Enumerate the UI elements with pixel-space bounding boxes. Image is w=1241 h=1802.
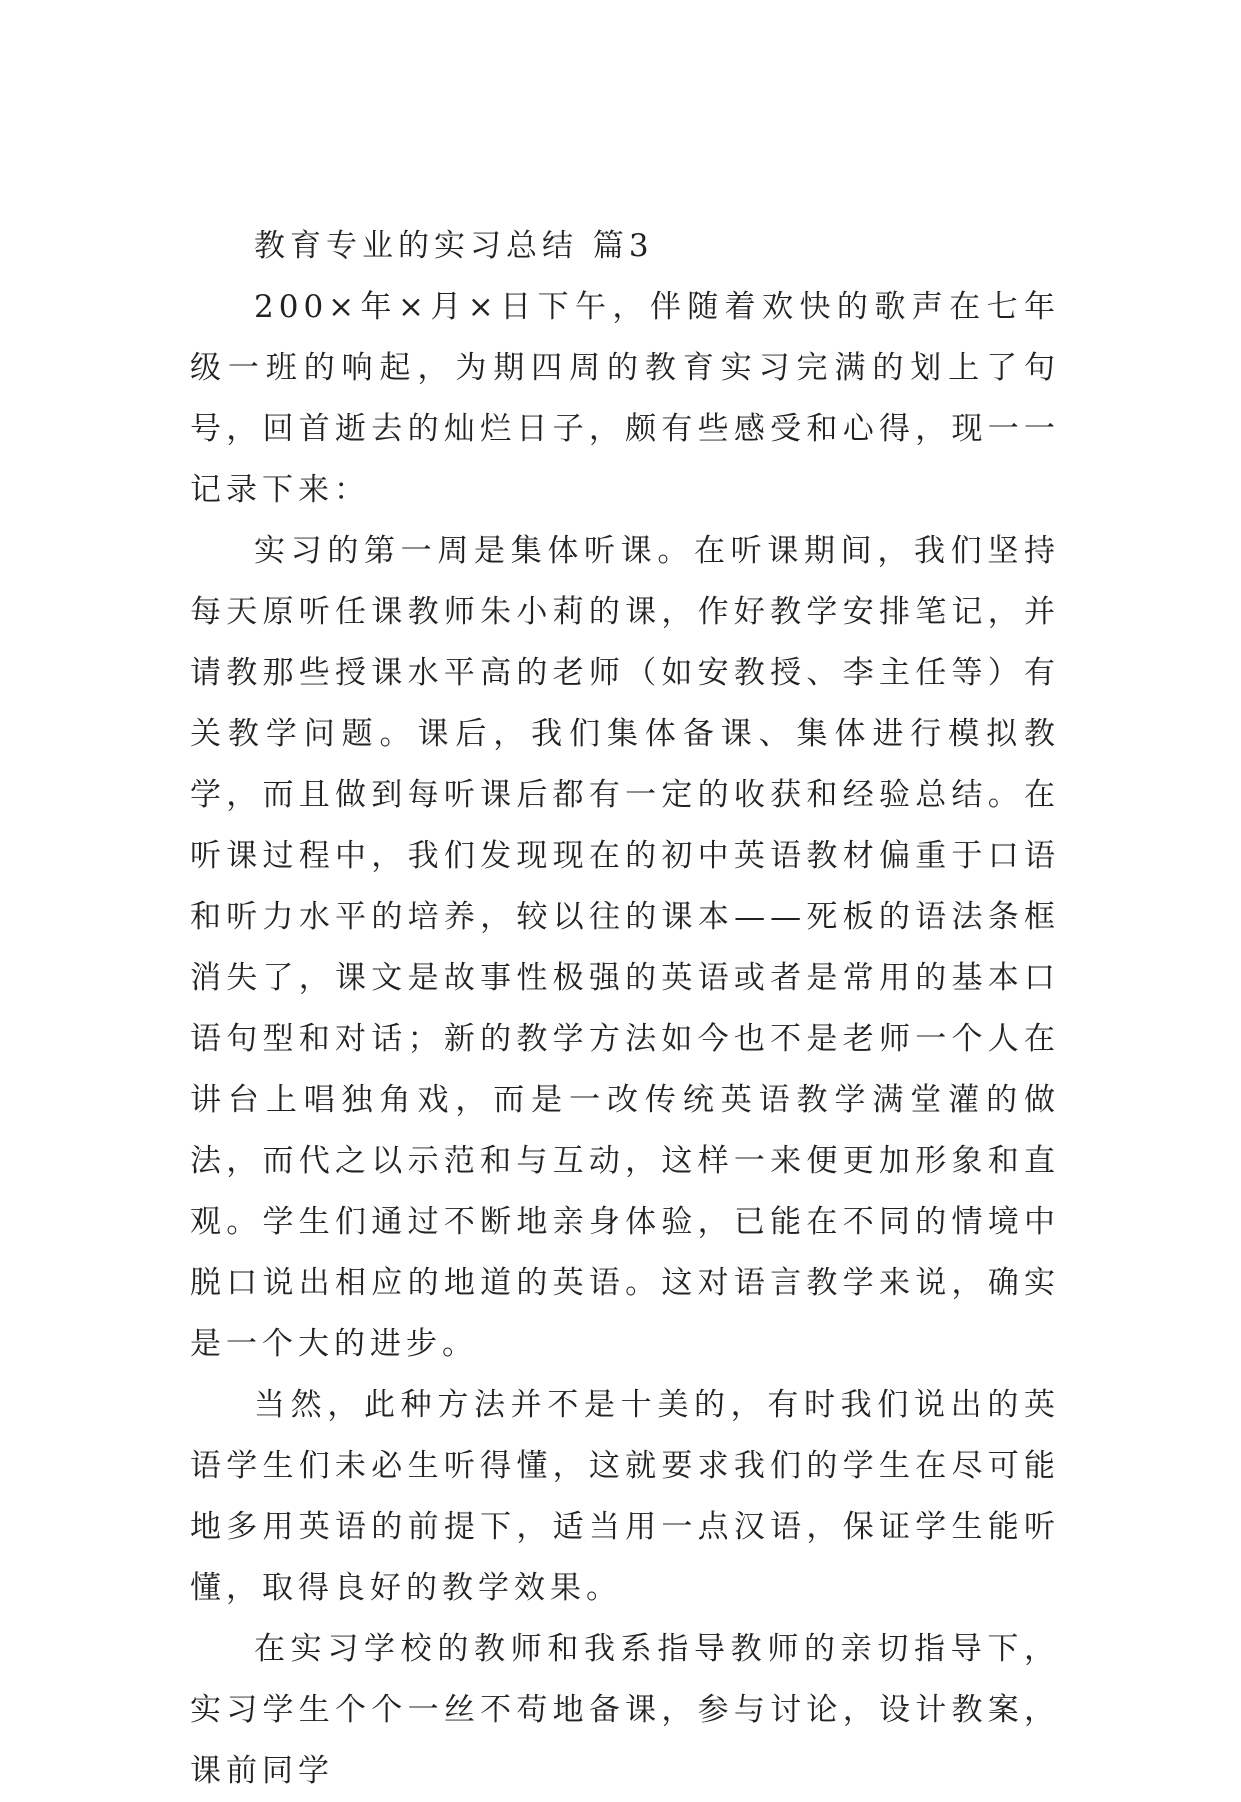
document-title: 教育专业的实习总结 篇3 [254,228,654,264]
paragraph-2: 实习的第一周是集体听课。在听课期间，我们坚持每天原听任课教师朱小莉的课，作好教学安排笔记，并请教那些授课水平高的老师（如安教授、李主任等）有关教学问题。课后，我们集体备课、集体进行模拟教学，而且做到每听课后都有一定的收获和经验总结。在听课过程中，我们发现现在的初中英语教材偏重于口语和听力水平的培养，较以往的课本——死板的语法条框消失了，课文是故事性极强的英语或者是常用的基本口语句型和对话；新的教学方法如今也不是老师一个人在讲台上唱独角戏，而是一改传统英语教学满堂灌的做法，而代之以示范和与互动，这样一来便更加形象和直观。学生们通过不断地亲身体验，已能在不同的情境中脱口说出相应的地道的英语。这对语言教学来说，确实是一个大的进步。 [190,533,1060,1362]
paragraph-4: 在实习学校的教师和我系指导教师的亲切指导下，实习学生个个一丝不苟地备课，参与讨论，设计教案，课前同学 [190,1631,1060,1789]
document-body [190,216,1060,1802]
paragraph-1: 200×年×月×日下午，伴随着欢快的歌声在七年级一班的响起，为期四周的教育实习完满的划上了句号，回首逝去的灿烂日子，颇有些感受和心得，现一一记录下来： [190,289,1060,508]
paragraph-3: 当然，此种方法并不是十美的，有时我们说出的英语学生们未必生听得懂，这就要求我们的学生在尽可能地多用英语的前提下，适当用一点汉语，保证学生能听懂，取得良好的教学效果。 [190,1387,1060,1606]
